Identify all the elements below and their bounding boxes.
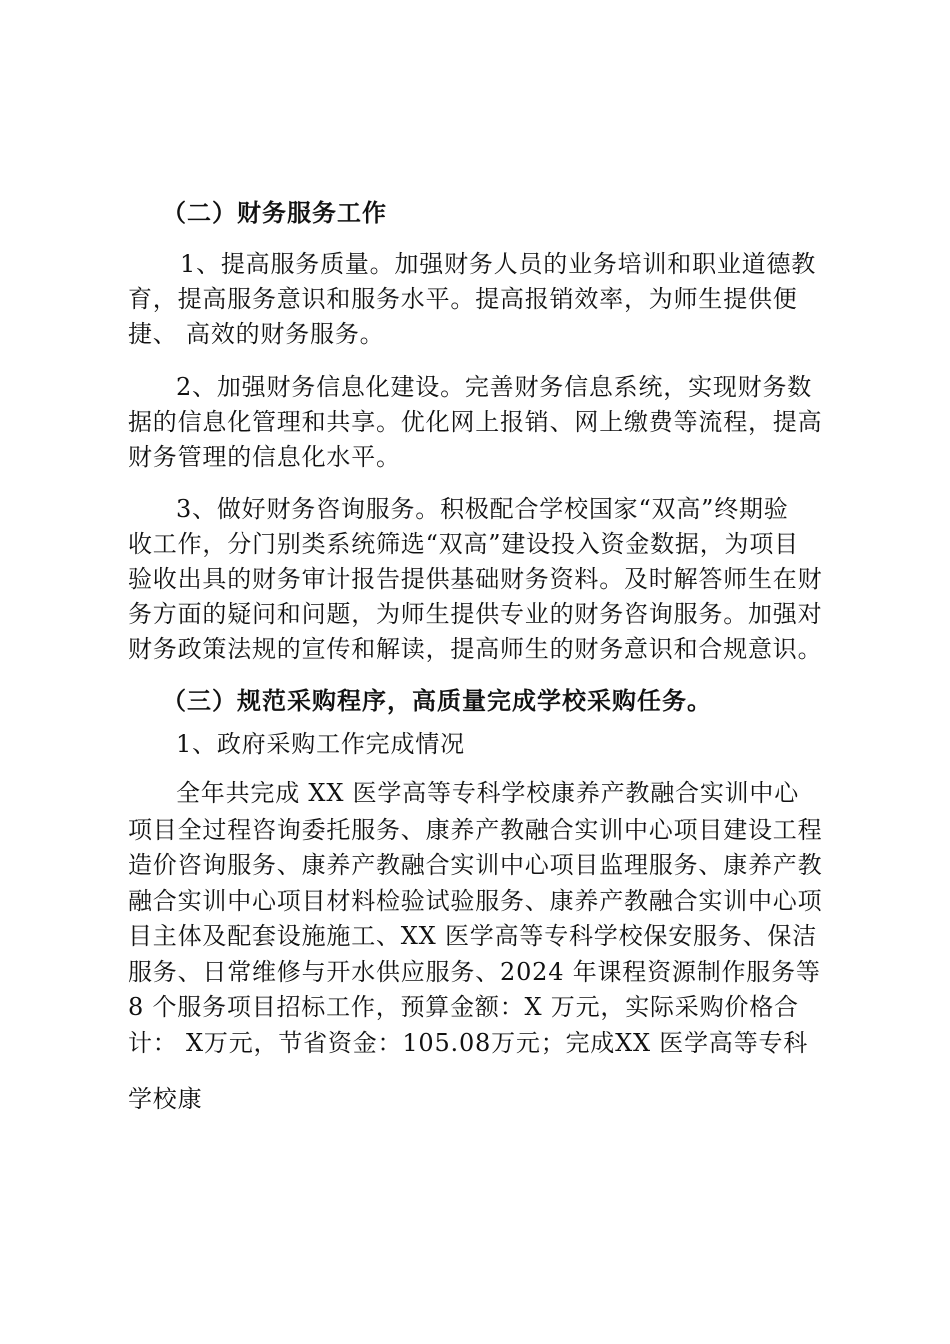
paragraph-line: 服务、日常维修与开水供应服务、2024 年课程资源制作服务等 <box>128 958 821 986</box>
paragraph-line: 全年共完成 XX 医学高等专科学校康养产教融合实训中心 <box>176 779 800 807</box>
paragraph-line: 学校康 <box>128 1085 203 1113</box>
paragraph-line: 1、提高服务质量。加强财务人员的业务培训和职业道德教 <box>180 250 817 278</box>
paragraph-line: 验收出具的财务审计报告提供基础财务资料。及时解答师生在财 <box>128 565 823 593</box>
paragraph-line: 融合实训中心项目材料检验试验服务、康养产教融合实训中心项 <box>128 887 823 915</box>
paragraph-line: 财务管理的信息化水平。 <box>128 443 401 471</box>
paragraph-line: 据的信息化管理和共享。优化网上报销、网上缴费等流程，提高 <box>128 408 823 436</box>
paragraph-line: 财务政策法规的宣传和解读，提高师生的财务意识和合规意识。 <box>128 635 823 663</box>
paragraph-line: 务方面的疑问和问题，为师生提供专业的财务咨询服务。加强对 <box>128 600 823 628</box>
paragraph-line: 收工作，分门别类系统筛选“双高”建设投入资金数据，为项目 <box>128 530 799 558</box>
paragraph-line: 育，提高服务意识和服务水平。提高报销效率，为师生提供便 <box>128 285 798 313</box>
paragraph-line: 目主体及配套设施施工、XX 医学高等专科学校保安服务、保洁 <box>128 922 817 950</box>
section-heading-3: （三）规范采购程序，高质量完成学校采购任务。 <box>162 686 712 715</box>
paragraph-line: 捷、 高效的财务服务。 <box>128 320 385 348</box>
paragraph-line: 造价咨询服务、康养产教融合实训中心项目监理服务、康养产教 <box>128 851 823 879</box>
paragraph-line: 计： X万元，节省资金：105.08万元；完成XX 医学高等专科 <box>128 1029 809 1057</box>
section-heading-2: （二）财务服务工作 <box>162 198 387 227</box>
paragraph-line: 项目全过程咨询委托服务、康养产教融合实训中心项目建设工程 <box>128 816 823 844</box>
paragraph-line: 3、做好财务咨询服务。积极配合学校国家“双高”终期验 <box>176 495 789 523</box>
paragraph-line: 2、加强财务信息化建设。完善财务信息系统，实现财务数 <box>176 373 813 401</box>
subsection-title: 1、政府采购工作完成情况 <box>176 730 465 758</box>
paragraph-line: 8 个服务项目招标工作，预算金额：X 万元，实际采购价格合 <box>128 993 799 1021</box>
